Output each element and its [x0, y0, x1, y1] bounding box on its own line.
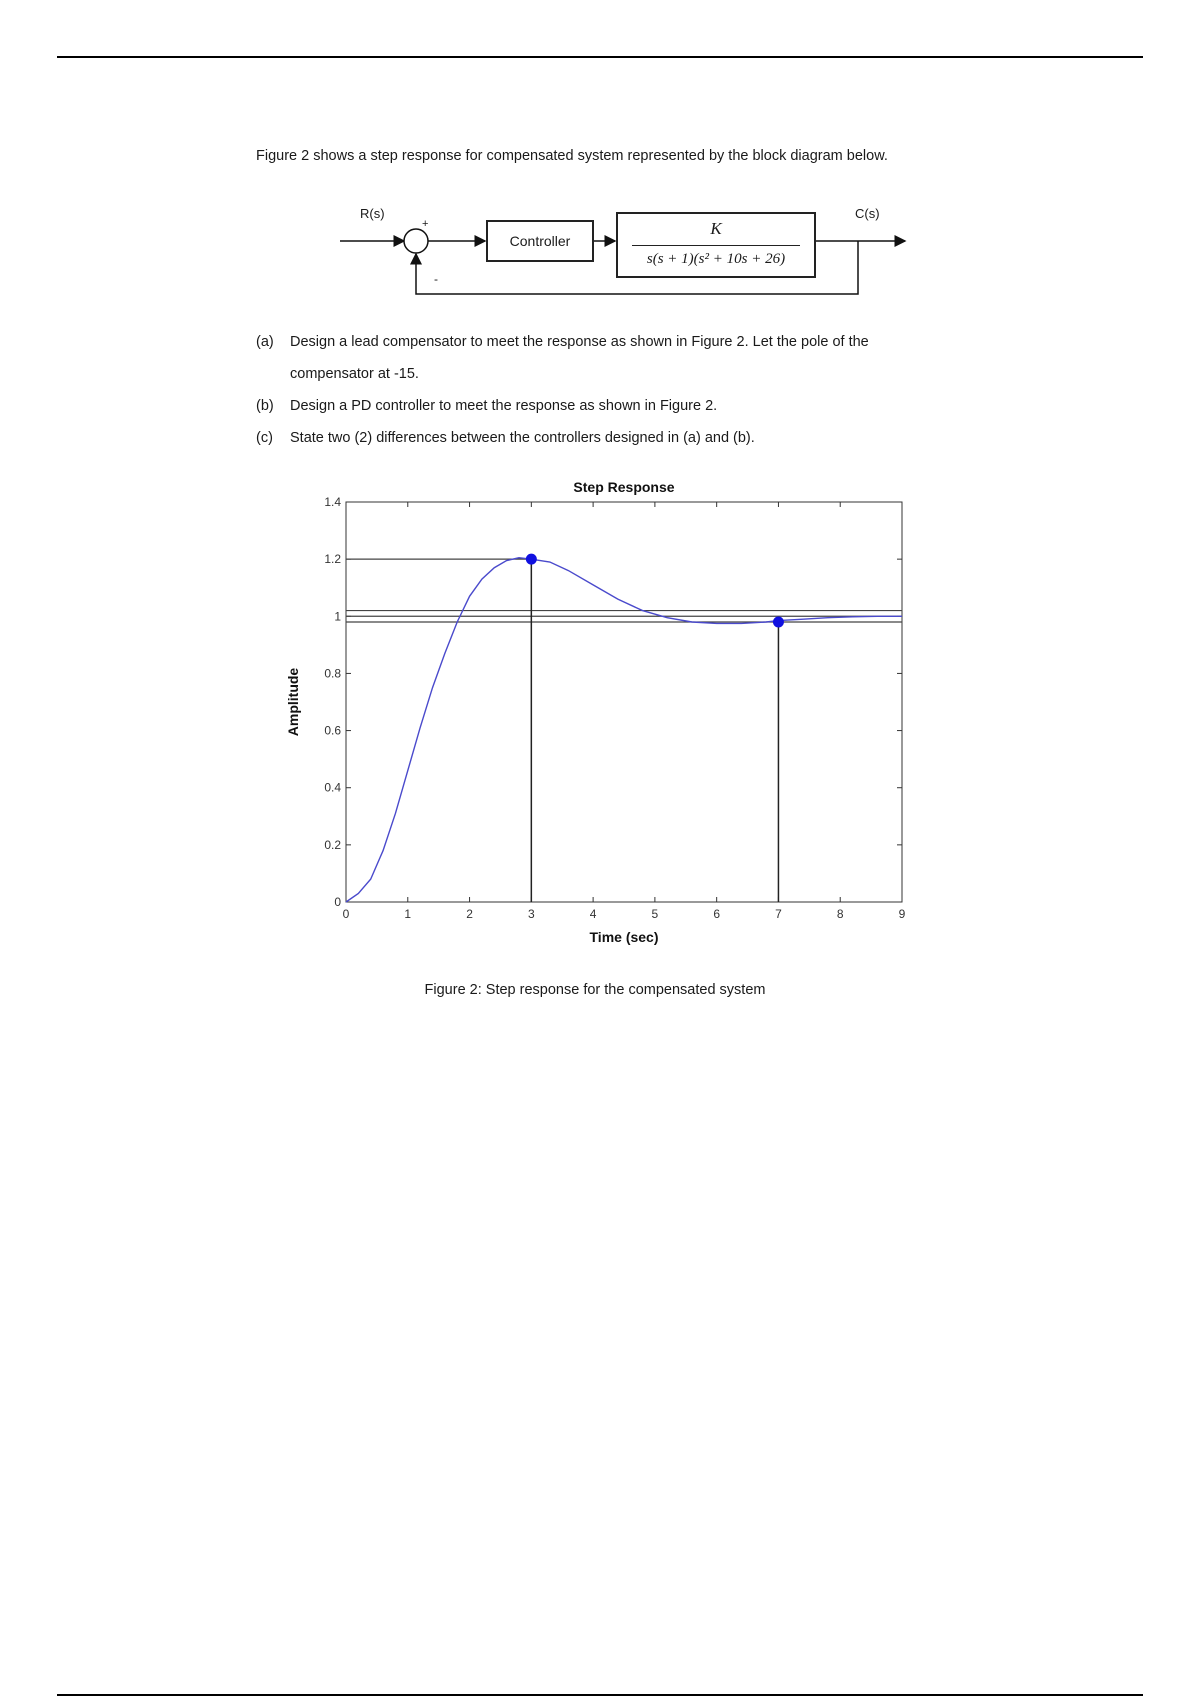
- question-text: Design a PD controller to meet the response as shown in Figure 2.: [290, 398, 718, 414]
- step-response-chart: [280, 470, 920, 965]
- x-tick-label: 7: [775, 907, 782, 921]
- question-tag: (c): [256, 430, 273, 446]
- y-tick-label: 1.2: [324, 552, 341, 567]
- top-rule: [57, 56, 1143, 58]
- question-b: [256, 398, 717, 414]
- summing-junction: [404, 229, 428, 253]
- plus-sign: +: [422, 218, 429, 230]
- y-tick-label: 0.8: [324, 666, 341, 681]
- x-tick-label: 0: [342, 907, 350, 921]
- question-tag: (b): [256, 398, 274, 414]
- plant-numerator: K: [710, 219, 722, 238]
- y-tick-label: 0: [334, 895, 341, 909]
- chart-svg: [280, 470, 920, 960]
- x-tick-label: 4: [589, 907, 597, 921]
- fraction-bar: [632, 245, 800, 246]
- question-c: [256, 430, 755, 446]
- x-axis-label: Time (sec): [589, 929, 659, 945]
- data-marker: [773, 617, 784, 628]
- plant-denominator: s(s + 1)(s² + 10s + 26): [646, 251, 786, 267]
- output-label: C(s): [855, 206, 880, 221]
- minus-sign: -: [434, 272, 438, 286]
- question-a: [256, 334, 869, 350]
- figure-caption: Figure 2: Step response for the compensated system: [424, 982, 766, 998]
- y-tick-label: 1.4: [324, 495, 341, 509]
- x-tick-label: 2: [466, 907, 473, 921]
- plot-area: [346, 502, 902, 902]
- controller-label: Controller: [509, 233, 571, 249]
- controller-block: [486, 220, 594, 262]
- x-tick-label: 9: [898, 907, 906, 921]
- x-tick-label: 3: [527, 907, 535, 921]
- x-tick-label: 1: [404, 907, 412, 921]
- intro-text: Figure 2 shows a step response for compensated system represented by the block diagram below.: [256, 148, 888, 164]
- question-text: Design a lead compensator to meet the response as shown in Figure 2. Let the pole of the: [290, 334, 869, 350]
- y-tick-label: 0.2: [324, 837, 341, 852]
- question-text: State two (2) differences between the controllers designed in (a) and (b).: [290, 430, 755, 446]
- y-tick-label: 1: [334, 609, 341, 624]
- question-tag: (a): [256, 334, 274, 350]
- plant-block: [616, 212, 816, 278]
- data-marker: [526, 554, 537, 565]
- x-tick-label: 8: [836, 907, 844, 921]
- input-label: R(s): [360, 206, 385, 221]
- block-diagram: [340, 196, 920, 308]
- y-tick-label: 0.4: [324, 780, 341, 795]
- question-a-continuation: compensator at -15.: [290, 366, 419, 382]
- y-tick-label: 0.6: [324, 723, 341, 738]
- x-tick-label: 5: [651, 907, 659, 921]
- bottom-rule: [57, 1694, 1143, 1696]
- chart-title: Step Response: [573, 479, 675, 495]
- y-axis-label: Amplitude: [285, 667, 301, 737]
- x-tick-label: 6: [713, 907, 721, 921]
